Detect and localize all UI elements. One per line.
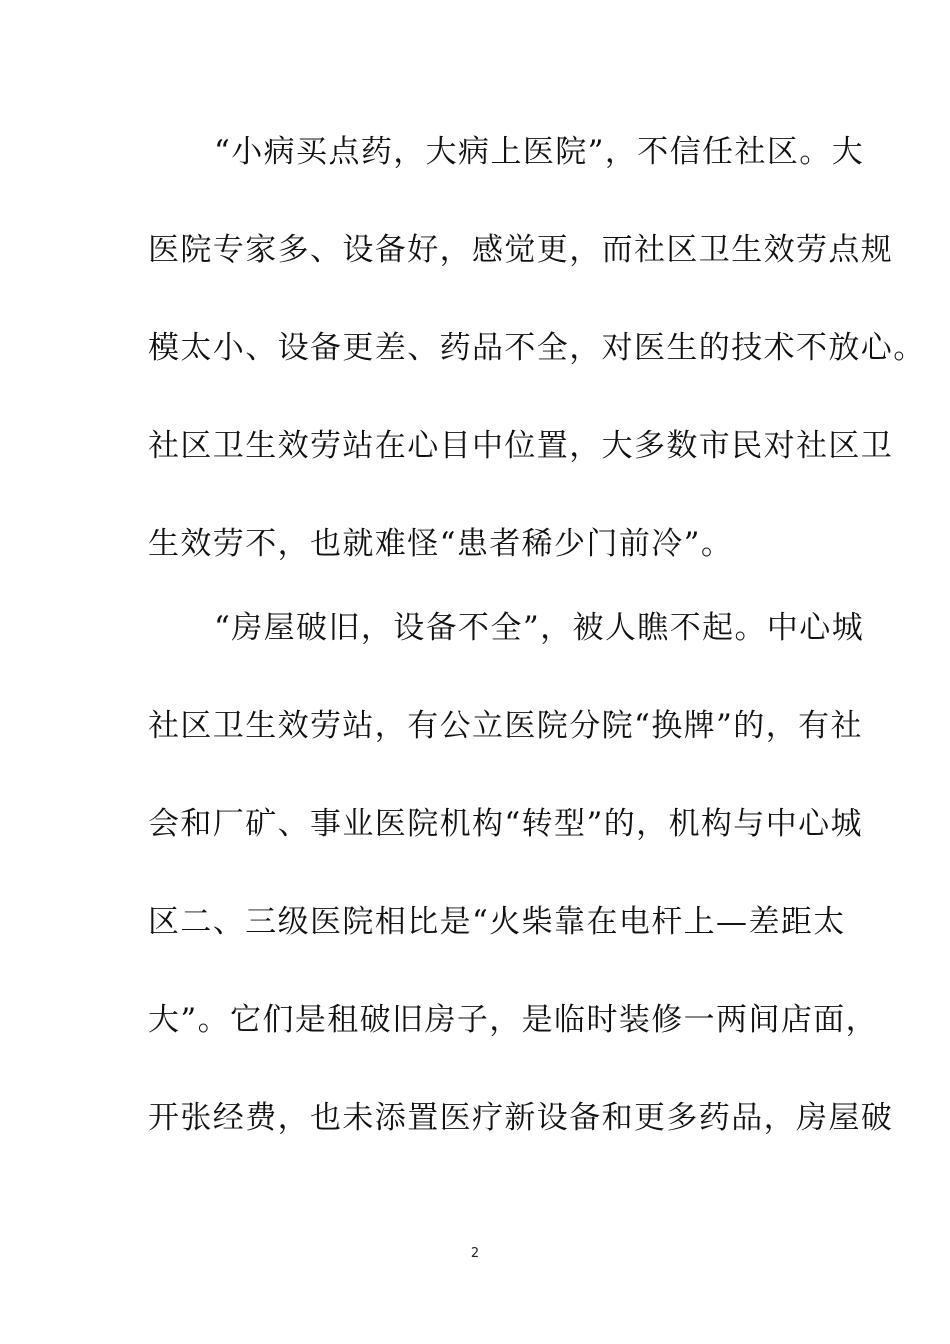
text-line: 模太小、设备更差、药品不全，对医生的技术不放心。	[148, 330, 926, 366]
text-line: 医院专家多、设备好，感觉更，而社区卫生效劳点规	[148, 232, 894, 268]
text-line: 社区卫生效劳站在心目中位置，大多数市民对社区卫	[148, 428, 894, 464]
text-line: 大”。它们是租破旧房子，是临时装修一两间店面，	[148, 1002, 879, 1038]
text-line: “小病买点药，大病上医院”，不信任社区。大	[214, 134, 865, 170]
text-line: 区二、三级医院相比是“火柴靠在电杆上—差距太	[148, 904, 846, 940]
text-line: 会和厂矿、事业医院机构“转型”的，机构与中心城	[148, 806, 863, 842]
text-line: “房屋破旧，设备不全”，被人瞧不起。中心城	[214, 610, 865, 646]
text-line: 生效劳不，也就难怪“患者稀少门前冷”。	[148, 526, 734, 562]
text-line: 社区卫生效劳站，有公立医院分院“换牌”的，有社	[148, 708, 863, 744]
page-number: 2	[470, 1246, 480, 1261]
text-line: 开张经费，也未添置医疗新设备和更多药品，房屋破	[148, 1100, 894, 1136]
